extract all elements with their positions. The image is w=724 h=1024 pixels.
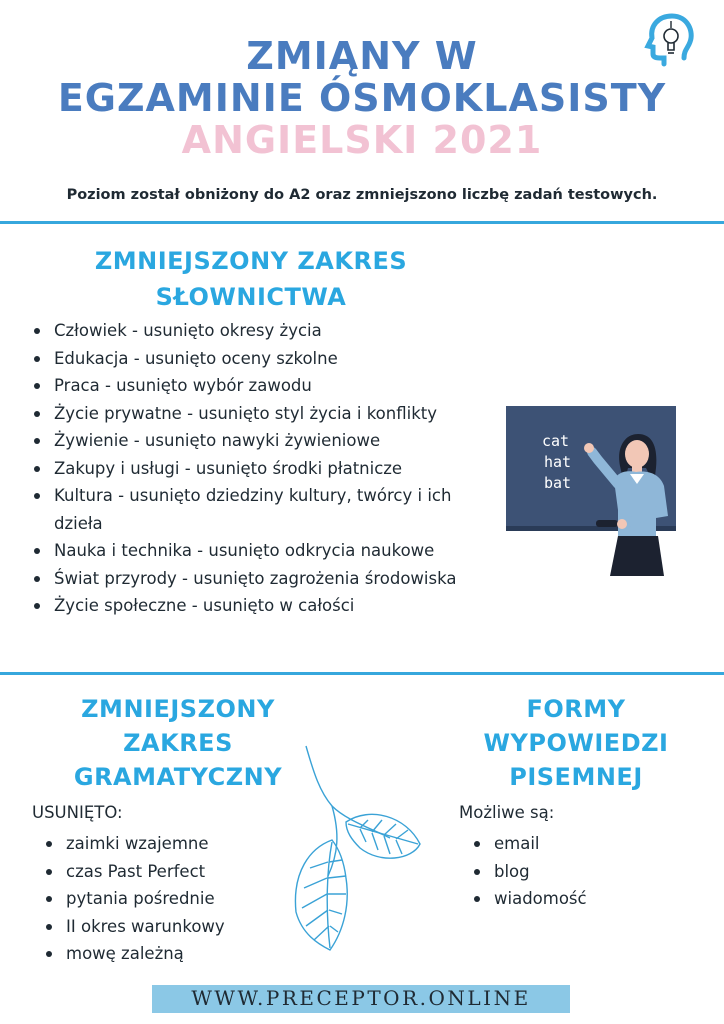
- title-line-2: EGZAMINIE ÓSMOKLASISTY: [57, 76, 667, 120]
- writing-forms-list: [468, 830, 668, 913]
- list-item: wiadomość: [468, 885, 668, 913]
- list-item: Edukacja - usunięto oceny szkolne: [28, 345, 496, 373]
- divider-top: [0, 221, 724, 224]
- board-word-hat: hat: [544, 453, 572, 471]
- grammar-heading-line-2: ZAKRES: [123, 729, 233, 757]
- title-line-1: ZMIĄNY W: [246, 34, 478, 78]
- vocabulary-heading-line-2: SŁOWNICTWA: [155, 283, 347, 311]
- list-item: pytania pośrednie: [40, 885, 320, 913]
- title-line-3: ANGIELSKI 2021: [181, 118, 543, 162]
- teacher-chalkboard-illustration: [500, 398, 718, 584]
- board-word-bat: bat: [544, 474, 572, 492]
- writing-forms-heading: [448, 692, 704, 794]
- writing-heading-line-2: WYPOWIEDZI: [483, 729, 669, 757]
- list-item: Żywienie - usunięto nawyki żywieniowe: [28, 427, 496, 455]
- list-item: Człowiek - usunięto okresy życia: [28, 317, 496, 345]
- footer-url[interactable]: WWW.PRECEPTOR.ONLINE: [191, 986, 531, 1010]
- list-item: Zakupy i usługi - usunięto środki płatnicze: [28, 455, 496, 483]
- writing-heading-line-3: PISEMNEJ: [509, 763, 643, 791]
- grammar-list: [40, 830, 320, 968]
- grammar-label: USUNIĘTO:: [32, 803, 123, 822]
- list-item: Kultura - usunięto dziedziny kultury, twórcy i ich dzieła: [28, 482, 496, 537]
- vocabulary-heading-line-1: ZMNIEJSZONY ZAKRES: [94, 247, 408, 275]
- grammar-heading-line-3: GRAMATYCZNY: [73, 763, 283, 791]
- board-word-cat: cat: [542, 432, 570, 450]
- vocabulary-heading: [56, 243, 446, 315]
- list-item: email: [468, 830, 668, 858]
- grammar-heading-line-1: ZMNIEJSZONY: [81, 695, 275, 723]
- list-item: Świat przyrody - usunięto zagrożenia środowiska: [28, 565, 496, 593]
- list-item: zaimki wzajemne: [40, 830, 320, 858]
- list-item: Praca - usunięto wybór zawodu: [28, 372, 496, 400]
- divider-bottom: [0, 672, 724, 675]
- list-item: Życie prywatne - usunięto styl życia i konflikty: [28, 400, 496, 428]
- leaves-illustration: [280, 744, 440, 954]
- list-item: mowę zależną: [40, 940, 320, 968]
- subtitle: Poziom został obniżony do A2 oraz zmniejszono liczbę zadań testowych.: [66, 187, 658, 203]
- writing-heading-line-1: FORMY: [526, 695, 626, 723]
- list-item: Nauka i technika - usunięto odkrycia naukowe: [28, 537, 496, 565]
- list-item: Życie społeczne - usunięto w całości: [28, 592, 496, 620]
- vocabulary-list: [28, 317, 496, 620]
- list-item: blog: [468, 858, 668, 886]
- list-item: czas Past Perfect: [40, 858, 320, 886]
- writing-label: Możliwe są:: [459, 803, 555, 822]
- list-item: II okres warunkowy: [40, 913, 320, 941]
